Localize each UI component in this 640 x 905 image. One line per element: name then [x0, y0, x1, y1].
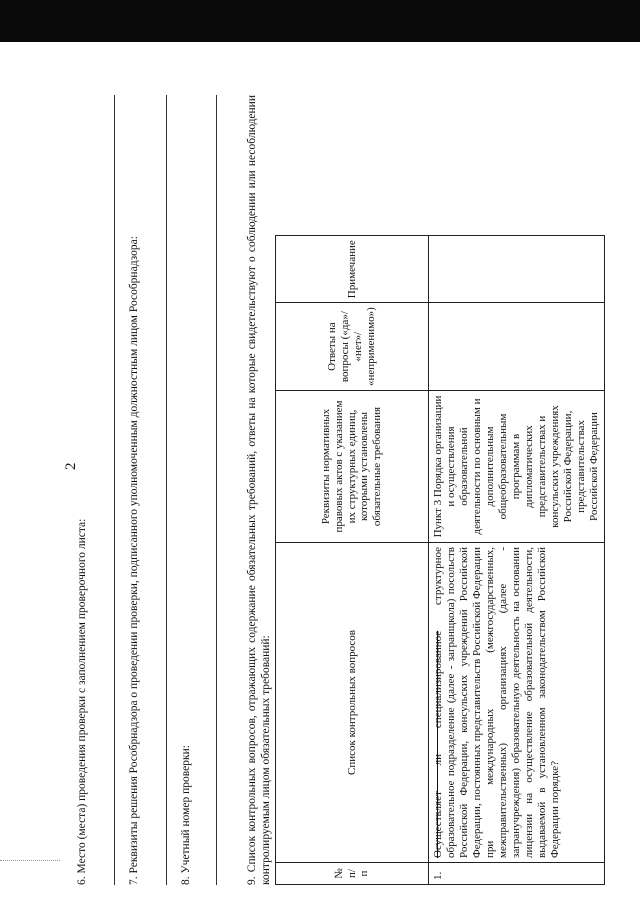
header-answers: Ответы на вопросы («да»/ «нет»/ «неприменимо») [276, 303, 429, 391]
scan-margin-marks [0, 860, 60, 861]
row-answer-cell[interactable] [429, 303, 605, 391]
row-question [429, 543, 605, 863]
table-header-row [276, 236, 429, 885]
item-8-inspection-number: 8. Учетный номер проверки: [180, 745, 192, 885]
item-6-place: 6. Место (места) проведения проверки с заполнением проверочного листа: [76, 518, 88, 885]
struck-text: Осуществляет ли специализированное [432, 630, 444, 858]
item-7-fill-line [166, 95, 167, 885]
row-note-cell[interactable] [429, 236, 605, 303]
item-7-decision-requisites: 7. Реквизиты решения Рособрнадзора о проведении проверки, подписанного уполномоченным должностным лицом Рособрнадзора: [128, 236, 140, 885]
table-row [429, 236, 605, 885]
checklist-table [275, 235, 605, 885]
item-6-fill-line [114, 95, 115, 885]
item-8-fill-line [216, 95, 217, 885]
question-text: структурное образовательное подразделение (далее - загранщкола) посольств Российской Федерации, консульских учреждений Российской Федерации, постоянных представительств Российской Федерации при международных (межгосударственных, межправительственных) организациях (далее - загранучреждения) образовательную деятельность на основании лицензии на осуществление образовательной деятельности, выдаваемой в установленном законодательством Российской Федерации порядке? [432, 547, 561, 858]
scan-top-bar [0, 0, 640, 42]
page-number: 2 [63, 462, 79, 470]
header-note: Примечание [276, 236, 429, 303]
header-questions: Список контрольных вопросов [276, 543, 429, 863]
rotated-page-content [68, 85, 600, 885]
header-num: № п/п [276, 863, 429, 885]
item-9-checklist-intro: 9. Список контрольных вопросов, отражающих содержание обязательных требований, ответы на которые свидетельствуют о соблюдении или несоблюдении контролируемым лицом обязательных требований: [246, 95, 272, 885]
row-requisite: Пункт 3 Порядка организации и осуществления образовательной деятельности по основным и дополнительным общеобразовательным программам в дипломатических представительствах и консульских учреждениях Российской Федерации, представительствах Российской Федерации [429, 391, 605, 543]
row-num: 1. [429, 863, 605, 885]
header-requisites: Реквизиты нормативных правовых актов с указанием их структурных единиц, которыми установлены обязательные требования [276, 391, 429, 543]
